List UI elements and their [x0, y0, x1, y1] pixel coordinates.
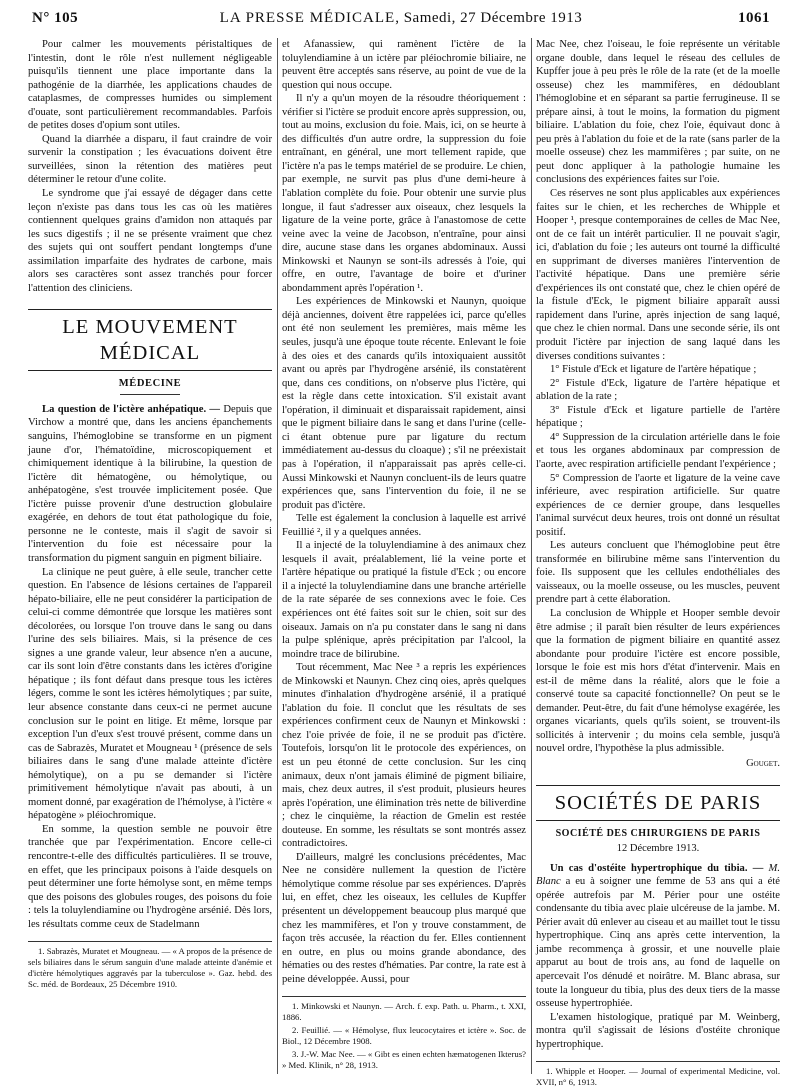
page-header [32, 10, 770, 32]
article-text: Depuis que Virchow a montré que, dans les anciens épanchements sanguins, l'hémoglobine se transforme en un pigment jaune d'or, l'hématoïdine, microscopiquement et chimiquement identique à la bilirubine, la question de l'ictère dit hématogène, ou hémolytique, ou anhépatogène, s'est trouvée implicitement posée. Que l'ictère puisse provenir d'une destruction globulaire exagérée, en dehors de tout état pathologique du foie, personne ne le conteste, mais il s'agit de savoir si l'intervention du foie est nécessaire pour la transformation du pigment sanguin en pigment biliaire. [28, 403, 272, 564]
paragraph: Telle est également la conclusion à laquelle est arrivé Feuillié ², il y a quelques années. [282, 513, 526, 538]
paragraph: Il n'y a qu'un moyen de la résoudre théoriquement : vérifier si l'ictère se produit encore après suppression, ou, tout au moins, exclusion du foie. Mais, ici, on se heurte à des difficultés d'un autre ordre, la suppression du foie entraînant, en général, une mort tellement rapide, que l'ictère n'a pas le temps matériel de se produire. Le chien, par exemple, ne survit pas plus d'une demi-heure à l'ablation complète du foie. Pour obtenir une survie plus longue, il faut s'adresser aux oiseaux, chez lesquels la ligature de la veine porte, grâce à l'anastomose de cette veine avec la veine de Jacobson, n'entraîne, pour ainsi dire, aucune stase dans les organes abdominaux. Aussi Minkowski et Naunyn se sont-ils adressés à l'oie, qui offre, en outre, l'avantage de boire et d'uriner abondamment après l'opération ¹. [282, 93, 526, 294]
footnote: 3. J.-W. Mac Nee. — « Gibt es einen echten hæmatogenen Ikterus? » Med. Klinik, n° 28, 1913. [282, 1049, 526, 1071]
paragraph: Tout récemment, Mac Nee ³ a repris les expériences de Minkowski et Naunyn. Chez cinq oies, après quelques minutes d'inhalation d'hydrogène arsénié, il a pratiqué l'ablation du foie. Il conclut que les résultats de ses expériences confirment ceux de Naunyn et Minkowski : chez l'oie privée de foie, il ne se produit pas d'ictère. Toutefois, lorsqu'on lit le protocole des expériences, on est un peu étonné de cette conclusion. Sur les cinq animaux, deux n'ont jamais éliminé de pigment biliaire, mais, chez deux autres, il s'est produit, plusieurs heures après l'opération, une élimination très nette de biliverdine ; chez le cinquième, la réaction de Gmelin est restée douteuse. En somme, les résultats se sont montrés assez contradictoires. [282, 662, 526, 850]
paragraph: La conclusion de Whipple et Hooper semble devoir être admise ; il paraît bien résulter de leurs expériences que la formation de pigment biliaire en quantité assez abondante pour produire l'ictère est encore possible, lorsque le foie est mis hors d'état d'intervenir. Mais en est-il de même dans la réalité, alors que le foie a conservé toute sa capacité fonctionnelle? On peut se le demander. Peut-être, du fait d'une hémolyse exagérée, les organes vicariants, quels qu'ils soient, se trouvent-ils sollicités à intervenir ; du moins cela semble, jusqu'à nouvel ordre, l'hypothèse la plus admissible. [536, 607, 780, 755]
subsection-title: SOCIÉTÉ DES CHIRURGIENS DE PARIS [555, 827, 761, 839]
paragraph: Ces réserves ne sont plus applicables aux expériences faites sur le chien, et les recherches de Whipple et Hooper ¹, presque contemporaines de celles de Mac Nee, ont de ce fait un intérêt particulier. Il ne pouvait s'agir, ici, d'ablation du foie ; les auteurs ont tourné la difficulté en supprimant de diverses manières l'intervention de l'activité hépatique. Dans une première série d'expériences ils ont constaté que, chez le chien opéré de la fistule d'Eck, le pigment biliaire apparaît aussi rapidement dans l'urine, après injection de sang laqué, que chez le chien normal. Dans une seconde série, ils ont produit l'ictère par injection de sang laqué dans les diverses conditions suivantes : [536, 188, 780, 362]
paragraph: Mac Nee, chez l'oiseau, le foie représente un véritable organe double, dans lequel le réseau des cellules de Kupffer joue à peu près le rôle de la rate (et de la moelle osseuse) chez les mammifères, en dédoublant l'hémoglobine et en séparant sa partie ferrugineuse. Il se prépare ainsi, à tout le moins, la formation du pigment biliaire. L'ablation du foie, chez l'oie, équivaut donc à peu près à l'ablation du foie et de la rate (sans parler de la moelle osseuse) chez les mammifères ; par suite, on ne peut donc appliquer à la pathologie humaine les conclusions des expériences faites sur l'oie. [536, 39, 780, 186]
author-signature: Gougeт. [746, 757, 780, 769]
column-2 [282, 38, 526, 1074]
paper-name: LA PRESSE MÉDICALE [219, 10, 396, 26]
paragraph: et Afanassiew, qui ramènent l'ictère de la toluylendiamine à un ictère par pléiochromie biliaire, ne peuvent être acceptés sans réserve, au point de vue de la question qui nous occupe. [282, 39, 526, 91]
paragraph: En somme, la question semble ne pouvoir être tranchée que par l'expérimentation. Encore celle-ci rencontre-t-elle des difficultés particulières. Il se trouve, en effet, que les principaux poisons à l'aide desquels on peut déterminer une forte hémolyse sont, en même temps que des poisons des globules rouges, des poisons du foie : tels la toluylendiamine ou l'hydrogène arsénié. Dès lors, les résultats comme ceux de Stadelmann [28, 823, 272, 930]
column-divider [277, 38, 278, 1074]
paragraph: Pour calmer les mouvements péristaltiques de l'intestin, dont le rôle n'est nullement négligeable puisqu'ils tiennent une place importante dans la pathogénie de la diarrhée, les applications chaudes de cataplasmes, de compresses humides ou simplement d'ouate, sont particulièrement recommandables. Parfois de petites doses d'opium sont utiles. [28, 39, 272, 132]
paragraph: Le syndrome que j'ai essayé de dégager dans cette leçon n'existe pas dans tous les cas où les matières contiennent quelques grains d'amidon non attaqués par les sucs digestifs ; il ne se présente vraiment que chez des sujets qui ont souffert pendant longtemps d'une assimilation imparfaite des hydrates de carbone, mais alors ses caractères sont assez tranchés pour forcer l'attention des cliniciens. [28, 188, 272, 294]
masthead [32, 10, 770, 27]
article-paragraph [28, 403, 272, 566]
article-title: Un cas d'ostéite hypertrophique du tibia. — [550, 862, 764, 874]
list-item: 3° Fistule d'Eck et ligature partielle de l'artère hépatique ; [536, 404, 780, 430]
issue-date: , Samedi, 27 Décembre 1913 [395, 10, 583, 26]
article-author: M. Blanc [536, 862, 781, 888]
footnote: 1. Minkowski et Naunyn. — Arch. f. exp. Path. u. Pharm., t. XXI, 1886. [282, 1001, 526, 1023]
paragraph: Il a injecté de la toluylendiamine à des animaux chez lesquels il avait, préalablement, lié la veine porte et l'artère hépatique ou pratiqué la fistule d'Eck ; ou encore il a injecté la toluylendiamine dans une branche artérielle de la rate séparée de ses connexions avec le foie. Ces expériences ont été faites soit sur le chien, soit sur des oiseaux. Jamais on n'a pu constater dans le sang ni dans la pulpe splénique, après précipitation par l'alcool, la moindre trace de bilirubine. [282, 540, 526, 660]
list-item: 5° Compression de l'aorte et ligature de la veine cave inférieure, avec respiration artificielle. Sur quatre expériences de ce dernier groupe, dans lesquelles l'animal survécut deux heures, trois ont donné un résultat positif. [536, 472, 780, 538]
paragraph: La clinique ne peut guère, à elle seule, trancher cette question. En l'absence de lésions certaines de l'appareil hépato-biliaire, elle ne peut considérer la participation de celui-ci comme démontrée que lorsque les matières sont décolorées, ou lorsque l'on trouve dans le sang ou dans l'urine des sels biliaires. Mais, si la présence de ces signes a une grande valeur, leur absence n'en a aucune, car ils sont loin d'être constants dans les ictères d'origine hépatique ; ils font défaut dans presque tous les ictères légers, comme le sont les ictères hémolytiques ; par suite, leur absence constante dans ceux-ci ne permet aucune conclusion sur le point en litige. Et même, lorsque par exception l'un d'eux s'est trouvé présent, comme dans un cas de Sabrazès, Muratet et Mougneau ¹ (présence de sels biliaires dans le sang d'une malade atteinte d'ictère hémolytique), on a pu se demander si l'ictère primitivement hémolytique n'avait pas abouti, à un moment donné, par exagération de l'hémolyse, à l'ictère « hépatogène » pléiochromique. [28, 566, 272, 822]
article-text: a eu à soigner une femme de 53 ans qui a été opérée autrefois par M. Périer pour une ostéite condensante du tibia avec plaie ulcéreuse de la jambe. M. Périer avait dû enlever au ciseau et au maillet tout le tissu hypertrophique. Cinq ans après cette intervention, la jambe recommença à grossir, et une nouvelle plaie apparut au bout de trois ans, au fond de laquelle on apercevait l'os dénudé et noirâtre. M. Blanc abrasa, sur toute la longueur du tibia, plus des deux tiers de la masse osseuse hypertrophiée. [536, 876, 780, 1010]
list-item: 1° Fistule d'Eck et ligature de l'artère hépatique ; [550, 364, 757, 376]
article-paragraph [536, 862, 780, 1011]
paragraph: Quand la diarrhée a disparu, il faut craindre de voir survenir la constipation ; les évacuations doivent être surveillées, sinon la rétention des matières peut déterminer le retour d'une colite. [28, 133, 272, 186]
column-divider [531, 38, 532, 1074]
section-title: SOCIÉTÉS DE PARIS [536, 785, 780, 821]
list-item: 4° Suppression de la circulation artérielle dans le foie et tous les organes abdominaux par compression de l'aorte, avec respiration artificielle pendant l'expérience ; [536, 431, 780, 470]
subsection-label: MÉDECINE [118, 378, 182, 390]
footnotes [28, 941, 272, 990]
article-title: La question de l'ictère anhépatique. — [42, 403, 221, 415]
list-item: 2° Fistule d'Eck, ligature de l'artère hépatique et ablation de la rate ; [536, 377, 780, 403]
paragraph: Les auteurs concluent que l'hémoglobine peut être transformée en bilirubine même sans l'intervention du foie. Ils supposent que les cellules endothéliales des vaisseaux, ou la moelle osseuse, ou les muscles, peuvent prendre part à cette élaboration. [536, 540, 780, 606]
section-title: LE MOUVEMENT MÉDICAL [28, 309, 272, 371]
footnotes [536, 1061, 780, 1088]
issue-number: N° 105 [32, 10, 79, 26]
session-date: 12 Décembre 1913. [616, 843, 700, 855]
footnote: 2. Feuillié. — « Hémolyse, flux leucocytaires et ictère ». Soc. de Biol., 12 Décembre 1908. [282, 1025, 526, 1047]
footnote: 1. Sabrazès, Muratet et Mougneau. — « A propos de la présence de sels biliaires dans le sérum sanguin d'une malade atteinte d'anémie et d'ictère hémolytiques aggravés par la tuberculose ». Gaz. hebd. des Sc. méd. de Bordeaux, 25 Décembre 1910. [28, 946, 272, 990]
column-1 [28, 38, 272, 1074]
footnotes [282, 996, 526, 1071]
subsection-title [28, 377, 272, 395]
paragraph: L'examen histologique, pratiqué par M. Weinberg, montra qu'il s'agissait de lésions d'ostéite chronique hypertrophique. [536, 1011, 780, 1050]
subsection-rule [120, 394, 180, 395]
page-number: 1061 [738, 10, 770, 26]
paragraph: Les expériences de Minkowski et Naunyn, quoique déjà anciennes, doivent être rappelées ici, parce qu'elles ont été non seulement les premières, mais même les seules, jusqu'à une époque toute récente. Enlevant le foie à des oies et des canards qu'ils intoxiquaient aussitôt avant ou après par l'hydrogène arsénié, ils constatèrent que, dans ces conditions, on n'observe plus l'ictère, qui est la règle dans cette intoxication. S'il existait avant l'opération, il diminuait et disparaissait rapidement, ainsi que le pigment biliaire dans le sang et dans l'urine (celle-ci étant obtenue pure par ligature du rectum immédiatement au-dessus du cloaque) ; s'il ne préexistait pas à l'opération, il n'apparaissait pas après celle-ci. Aussi Minkowski et Naunyn concluent-ils de leurs quatre expériences que, sans l'intervention du foie, il ne se produit pas d'ictère. [282, 296, 526, 511]
paragraph: D'ailleurs, malgré les conclusions précédentes, Mac Nee ne considère nullement la question de l'ictère hémolytique comme résolue par ses expériences. D'après lui, en effet, chez les oiseaux, les cellules de Kupffer présentent un développement beaucoup plus marqué que chez les mammifères, et l'on y trouve constamment, de façon très accusée, la réaction du fer. Elles contiennent en outre, en plus ou moins grande abondance, des hématies ou des restes d'hématies. Par contre, la rate est à peine développée. Aussi, pour [282, 851, 526, 985]
column-3 [536, 38, 781, 1088]
footnote: 1. Whipple et Hooper. — Journal of experimental Medicine, vol. XVII, n° 6, 1913. [536, 1066, 780, 1088]
